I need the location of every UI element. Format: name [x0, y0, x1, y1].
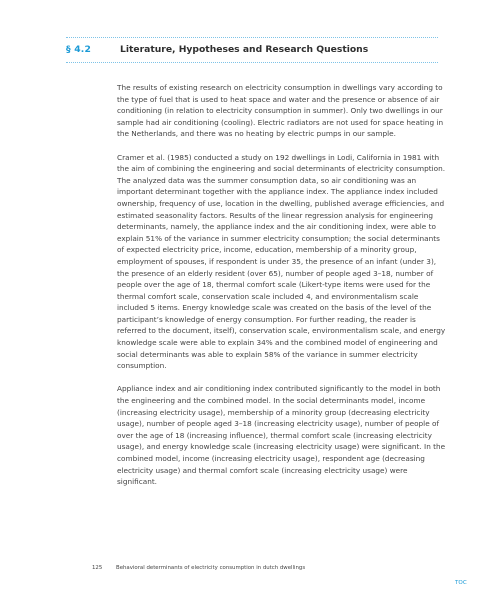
- paragraph: The results of existing research on electricity consumption in dwellings vary according to the type of fuel that is used to heat space and water and the presence or absence of air conditioning (in relation to electricity consumption in summer). Only two dwellings in our sample had air conditioning (cooling). Electric radiators are not used for space heating in the Netherlands, and there was no heating by electric pumps in our sample.: [117, 83, 444, 139]
- section-number: § 4.2: [66, 44, 92, 55]
- section-title: Literature, Hypotheses and Research Questions: [120, 44, 369, 55]
- paragraph: Appliance index and air conditioning index contributed significantly to the model in both the engineering and the combined model. In the social determinants model, income (increasing electricity usage), membership of a minority group (decreasing electricity usage), number of people aged 3–18 (increasing electricity usage), number of people of over the age of 18 (increasing influence), thermal comfort scale (increasing electricity usage), and energy knowledge scale (increasing electricity usage) were significant. In the combined model, income (increasing electricity usage), respondent age (decreasing electricity usage) and thermal comfort scale (increasing electricity usage) were significant.: [117, 384, 446, 487]
- section-rule-top: [66, 37, 438, 38]
- toc-link[interactable]: TOC: [455, 580, 467, 586]
- body-text: [117, 82, 447, 488]
- section-rule-bottom: [66, 62, 438, 63]
- paragraph: Cramer et al. (1985) conducted a study on 192 dwellings in Lodi, California in 1981 with the aim of combining the engineering and social determinants of electricity consumption. The analyzed data was the summer consumption data, so air conditioning was an important determinant together with the appliance index. The appliance index included ownership, frequency of use, location in the dwelling, published average efficiencies, and estimated seasonality factors. Results of the linear regression analysis for engineering determinants, namely, the appliance index and the air conditioning index, were able to explain 51% of the variance in summer electricity consumption; the social determinants of expected electricity price, income, education, membership of a minority group, employment of spouses, if respondent is under 35, the presence of an infant (under 3), the presence of an elderly resident (over 65), number of people aged 3–18, number of people over the age of 18, thermal comfort scale (Likert-type items were used for the thermal comfort scale, conservation scale included 4, and environmentalism scale included 5 items. Energy knowledge scale was created on the basis of the level of the participant’s knowledge of energy consumption. For further reading, the reader is referred to the document, itself), conservation scale, environmentalism scale, and energy knowledge scale were able to explain 34% and the combined model of engineering and social determinants was able to explain 58% of the variance in summer electricity consumption.: [117, 152, 446, 371]
- running-title: Behavioral determinants of electricity consumption in dutch dwellings: [116, 565, 306, 571]
- page-number: 125: [92, 565, 103, 571]
